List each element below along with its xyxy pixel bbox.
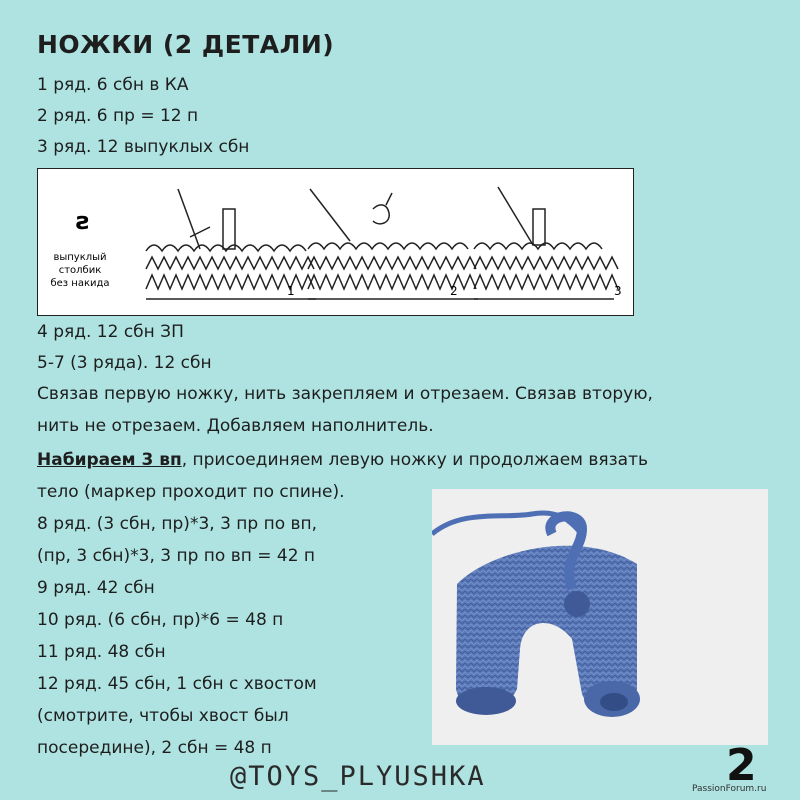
step-label-2: 2 <box>450 284 458 298</box>
step-label-3: 3 <box>614 284 622 298</box>
row-3: 3 ряд. 12 выпуклых сбн <box>37 137 250 157</box>
instruction-line-2: нить не отрезаем. Добавляем наполнитель. <box>37 416 434 436</box>
diagram-panel-3 <box>474 187 618 299</box>
caption-line-2: столбик <box>58 265 102 276</box>
row-5-7: 5-7 (3 ряда). 12 сбн <box>37 353 212 373</box>
diagram-panel-2 <box>308 189 478 299</box>
caption-line-3: без накида <box>50 278 110 289</box>
row-2: 2 ряд. 6 пр = 12 п <box>37 106 199 126</box>
row-12-c: посередине), 2 сбн = 48 п <box>37 738 272 758</box>
watermark: PassionForum.ru <box>692 784 767 794</box>
row-12-a: 12 ряд. 45 сбн, 1 сбн с хвостом <box>37 674 317 694</box>
highlighted-text: Набираем 3 вп <box>37 450 182 470</box>
row-12-b: (смотрите, чтобы хвост был <box>37 706 289 726</box>
join-instruction-rest: , присоединяем левую ножку и продолжаем вязать <box>181 450 649 470</box>
page-title: НОЖКИ (2 ДЕТАЛИ) <box>37 30 335 59</box>
row-8-a: 8 ряд. (3 сбн, пр)*3, 3 пр по вп, <box>37 514 318 534</box>
step-label-1: 1 <box>287 284 295 298</box>
row-1: 1 ряд. 6 сбн в КА <box>37 75 189 95</box>
row-10: 10 ряд. (6 сбн, пр)*6 = 48 п <box>37 610 284 630</box>
crochet-legs-illustration <box>432 489 768 745</box>
stitch-diagram <box>37 168 634 316</box>
crochet-legs-photo <box>432 489 768 745</box>
row-9: 9 ряд. 42 сбн <box>37 578 155 598</box>
diagram-panel-1 <box>146 189 316 299</box>
stitch-symbol: ƨ <box>75 207 91 235</box>
body-line-1: тело (маркер проходит по спине). <box>37 482 345 502</box>
join-instruction <box>37 450 648 470</box>
stitch-diagram-drawing <box>38 169 635 317</box>
row-4: 4 ряд. 12 сбн ЗП <box>37 322 184 342</box>
row-8-b: (пр, 3 сбн)*3, 3 пр по вп = 42 п <box>37 546 316 566</box>
caption-line-1: выпуклый <box>53 252 107 263</box>
instruction-line-1: Связав первую ножку, нить закрепляем и отрезаем. Связав вторую, <box>37 384 653 404</box>
instagram-handle: @TOYS_PLYUSHKA <box>230 761 486 792</box>
row-11: 11 ряд. 48 сбн <box>37 642 166 662</box>
page-number: 2 <box>726 740 757 791</box>
